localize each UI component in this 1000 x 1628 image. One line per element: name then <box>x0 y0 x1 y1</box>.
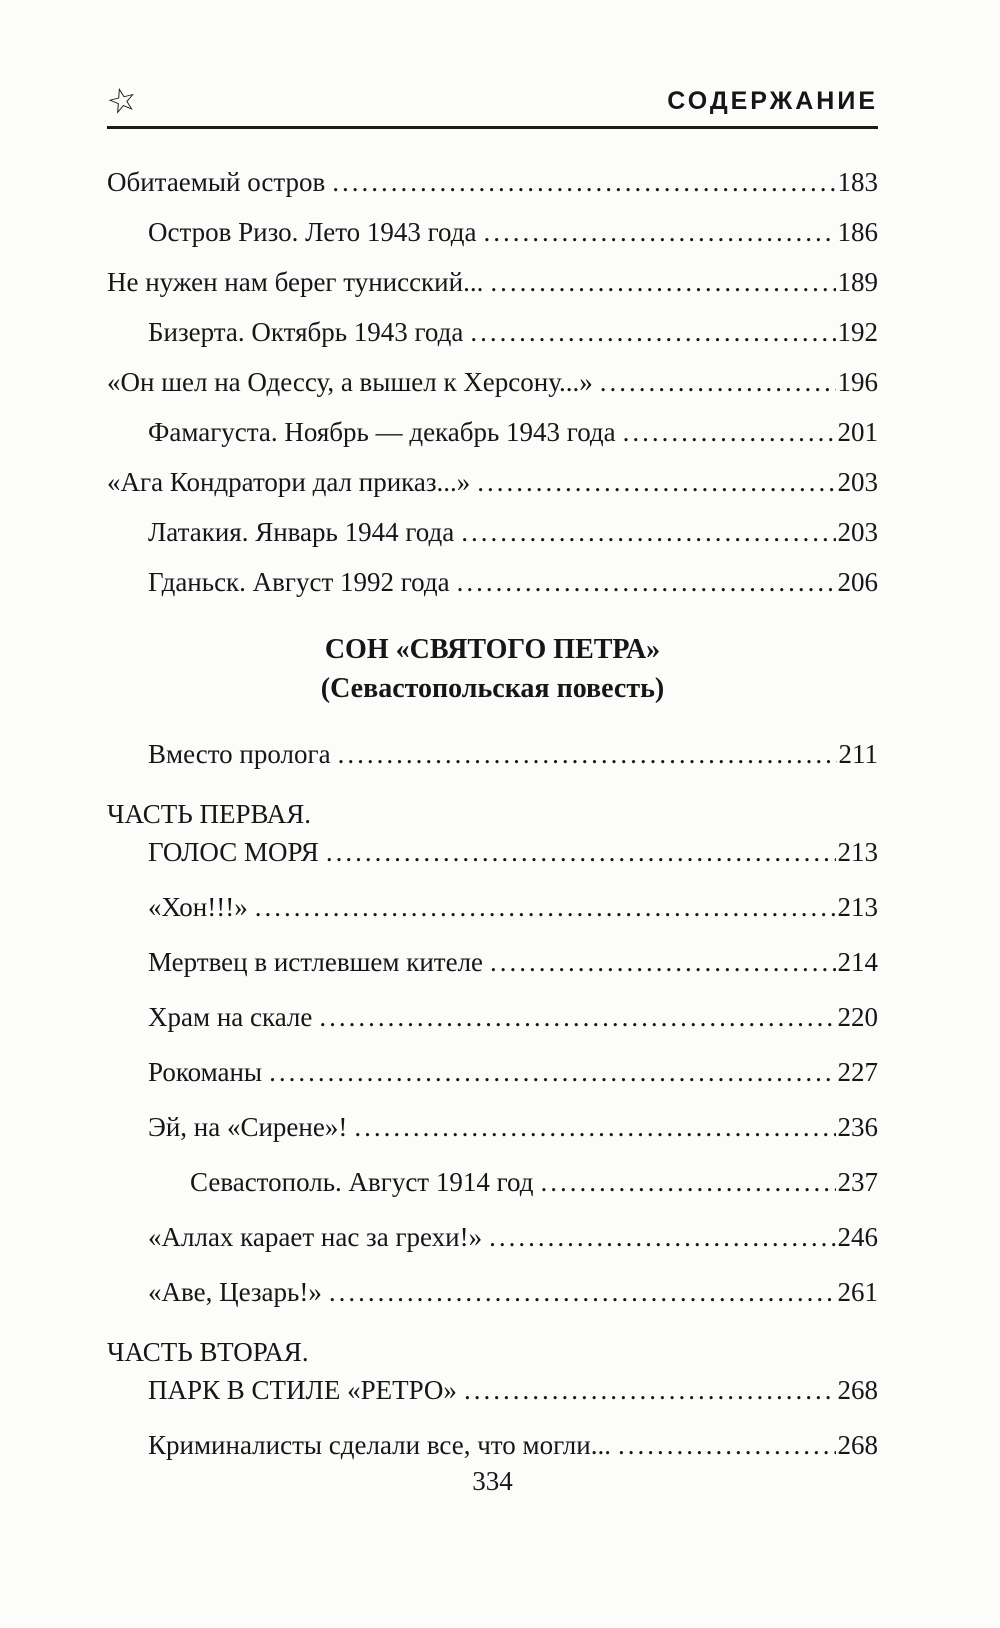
dot-leader <box>338 739 837 769</box>
part-label-text: ЧАСТЬ ВТОРАЯ. <box>107 1337 309 1367</box>
section-heading <box>107 630 878 708</box>
page-ref: 237 <box>837 1167 878 1197</box>
contents-header <box>102 77 878 129</box>
toc-entry-title: Рокоманы <box>148 1057 263 1087</box>
toc-entry-title: «Аллах карает нас за грехи!» <box>148 1222 483 1252</box>
dot-leader <box>326 837 836 867</box>
dot-leader <box>329 1277 836 1307</box>
toc-entry <box>107 467 878 497</box>
toc-entry-title: Храм на скале <box>148 1002 313 1032</box>
toc-entry <box>107 167 878 197</box>
page-ref: 220 <box>837 1002 878 1032</box>
toc-entry <box>107 1430 878 1460</box>
dot-leader <box>457 567 836 597</box>
toc-entry <box>107 317 878 347</box>
dot-leader <box>600 367 836 397</box>
page-ref: 189 <box>837 267 878 297</box>
page-ref: 186 <box>837 217 878 247</box>
page-ref: 214 <box>837 947 878 977</box>
dot-leader <box>354 1112 835 1142</box>
page-ref: 268 <box>837 1430 878 1460</box>
toc-entry <box>107 267 878 297</box>
toc-entry <box>107 417 878 447</box>
toc-entry <box>107 1112 878 1142</box>
dot-leader <box>319 1002 835 1032</box>
part-two-block <box>107 1337 878 1405</box>
part-one-block <box>107 799 878 867</box>
part-label <box>107 1337 878 1367</box>
page-ref: 196 <box>837 367 878 397</box>
dot-leader <box>540 1167 835 1197</box>
toc-entry <box>107 1277 878 1307</box>
dot-leader <box>332 167 835 197</box>
dot-leader <box>269 1057 835 1087</box>
toc-entry-title: Латакия. Январь 1944 года <box>148 517 455 547</box>
toc-entry-title: Обитаемый остров <box>107 167 326 197</box>
dot-leader <box>461 517 835 547</box>
toc-entry-title: ПАРК В СТИЛЕ «РЕТРО» <box>148 1375 457 1405</box>
toc-entry <box>107 517 878 547</box>
part-label-text: ЧАСТЬ ПЕРВАЯ. <box>107 799 312 829</box>
toc-entry <box>107 1057 878 1087</box>
toc-entry <box>107 1002 878 1032</box>
star-icon: ☆ <box>102 77 142 125</box>
toc-entry-title: Севастополь. Август 1914 год <box>190 1167 534 1197</box>
dot-leader <box>255 892 836 922</box>
toc-entry-title: Эй, на «Сирене»! <box>148 1112 348 1142</box>
page-ref: 246 <box>837 1222 878 1252</box>
toc-entry-title: Остров Ризо. Лето 1943 года <box>148 217 477 247</box>
dot-leader <box>490 947 835 977</box>
dot-leader <box>490 267 835 297</box>
toc-entry-title: «Ага Кондратори дал приказ...» <box>107 467 471 497</box>
toc-entry <box>107 739 878 769</box>
dot-leader <box>464 1375 836 1405</box>
section-subtitle: (Севастопольская повесть) <box>320 673 665 704</box>
toc-entry-title: Бизерта. Октябрь 1943 года <box>148 317 464 347</box>
toc-entry-title: Вместо пролога <box>148 739 331 769</box>
toc-list <box>107 167 878 1460</box>
toc-entry <box>107 217 878 247</box>
toc-entry-title: Мертвец в истлевшем кителе <box>148 947 484 977</box>
toc-entry <box>107 1222 878 1252</box>
toc-entry-title: «Хон!!!» <box>148 892 248 922</box>
page-ref: 236 <box>837 1112 878 1142</box>
page-ref: 203 <box>837 467 878 497</box>
dot-leader <box>623 417 836 447</box>
section-title: СОН «СВЯТОГО ПЕТРА» <box>324 634 661 665</box>
page-ref: 206 <box>837 567 878 597</box>
toc-entry <box>107 947 878 977</box>
toc-entry-title: «Он шел на Одессу, а вышел к Херсону...» <box>107 367 593 397</box>
toc-entry <box>107 567 878 597</box>
dot-leader <box>618 1430 836 1460</box>
folio-page-number: 334 <box>472 1466 513 1496</box>
part-label <box>107 799 878 829</box>
page-ref: 203 <box>837 517 878 547</box>
dot-leader <box>489 1222 835 1252</box>
toc-entry-title: Не нужен нам берег тунисский... <box>107 267 484 297</box>
page-ref: 211 <box>838 739 878 769</box>
page-ref: 261 <box>837 1277 878 1307</box>
toc-entry-title: «Аве, Цезарь!» <box>148 1277 322 1307</box>
toc-entry <box>107 837 878 867</box>
toc-entry <box>107 367 878 397</box>
toc-entry <box>107 1167 878 1197</box>
dot-leader <box>470 317 835 347</box>
page-ref: 268 <box>837 1375 878 1405</box>
toc-entry-title: Фамагуста. Ноябрь — декабрь 1943 года <box>148 417 616 447</box>
dot-leader <box>477 467 835 497</box>
dot-leader <box>483 217 835 247</box>
toc-entry-title: Криминалисты сделали все, что могли... <box>148 1430 611 1460</box>
page-ref: 213 <box>837 892 878 922</box>
page-title: СОДЕРЖАНИЕ <box>667 87 878 115</box>
page-ref: 192 <box>837 317 878 347</box>
page-ref: 201 <box>837 417 878 447</box>
toc-entry-title: ГОЛОС МОРЯ <box>148 837 319 867</box>
page-ref: 213 <box>837 837 878 867</box>
page-ref: 183 <box>837 167 878 197</box>
page-ref: 227 <box>837 1057 878 1087</box>
toc-entry-title: Гданьск. Август 1992 года <box>148 567 450 597</box>
toc-entry <box>107 1375 878 1405</box>
toc-entry <box>107 892 878 922</box>
